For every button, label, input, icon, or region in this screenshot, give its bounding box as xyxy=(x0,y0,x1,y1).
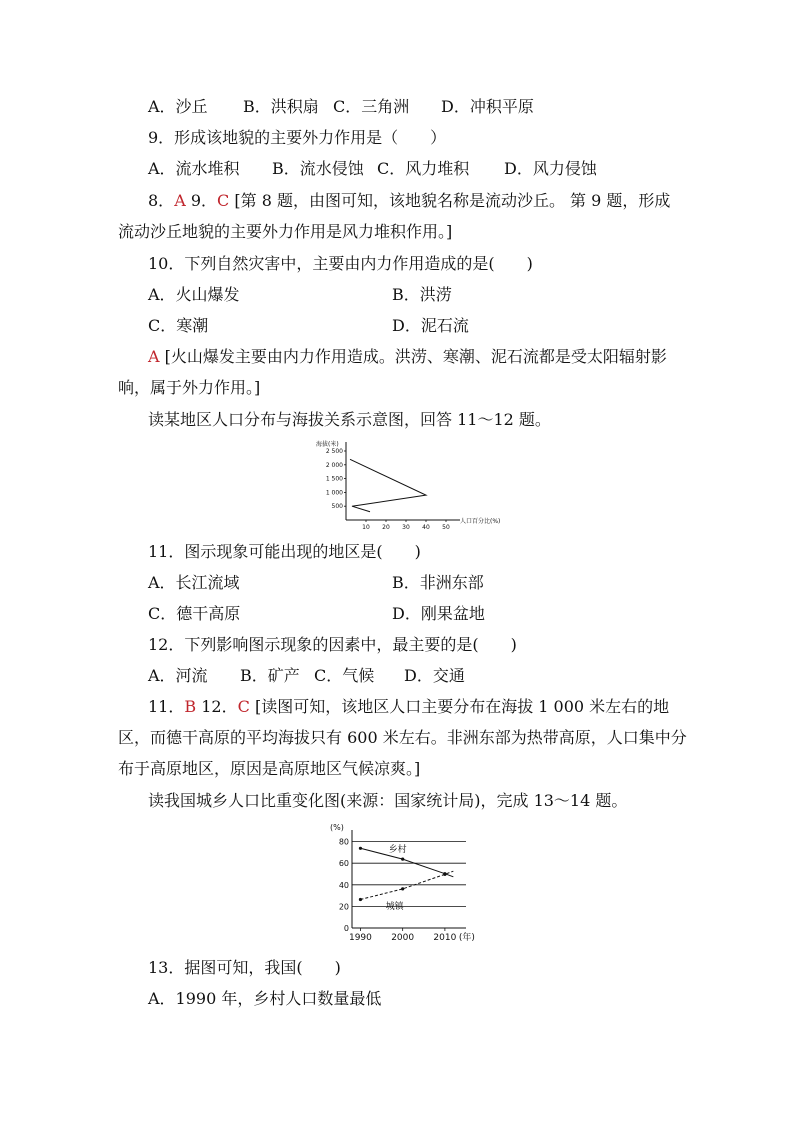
q9-option-a: A．流水堆积 xyxy=(148,159,240,178)
answer-8-number: 8． xyxy=(148,191,175,210)
answer-11-letter: B xyxy=(184,697,197,716)
y-tick-label: 2 500 xyxy=(325,448,343,455)
q8-option-c: C．三角洲 xyxy=(333,97,410,116)
answer-8-9-explanation-2: 流动沙丘地貌的主要外力作用是风力堆积作用。] xyxy=(118,222,453,241)
q10-option-b: B．洪涝 xyxy=(392,285,452,304)
answer-8-9-explanation-1: [第 8 题，由图可知，该地貌名称是流动沙丘。 第 9 题，形成 xyxy=(234,191,671,210)
x-tick-label: 2000 xyxy=(391,933,415,943)
x-tick-label: 30 xyxy=(402,524,410,531)
q8-option-a: A．沙丘 xyxy=(148,97,208,116)
q11-option-d: D．刚果盆地 xyxy=(392,604,485,623)
y-tick-label: 40 xyxy=(338,880,349,890)
intro-11-12: 读某地区人口分布与海拔关系示意图，回答 11～12 题。 xyxy=(148,410,551,429)
q11-option-c: C．德干高原 xyxy=(148,604,241,623)
series-label: 城镇 xyxy=(385,901,404,912)
answer-12-number: 12． xyxy=(201,697,238,716)
x-tick-label: 20 xyxy=(382,524,390,531)
q11-stem: 11．图示现象可能出现的地区是( ) xyxy=(148,542,421,561)
q10-option-a: A．火山爆发 xyxy=(148,285,240,304)
series-line-rural xyxy=(360,848,453,877)
series-line-urban xyxy=(360,871,453,899)
q12-stem: 12．下列影响图示现象的因素中，最主要的是( ) xyxy=(148,635,517,654)
q11-option-a: A．长江流域 xyxy=(148,573,240,592)
q9-stem: 9．形成该地貌的主要外力作用是（ ） xyxy=(148,128,447,147)
q11-option-b: B．非洲东部 xyxy=(392,573,484,592)
y-tick-label: 0 xyxy=(343,924,349,933)
x-tick-label: 50 xyxy=(442,524,450,531)
data-point xyxy=(359,847,362,850)
y-tick-label: 1 500 xyxy=(325,475,343,483)
answer-10-explanation-1: [火山爆发主要由内力作用造成。洪涝、寒潮、泥石流都是受太阳辐射影 xyxy=(164,347,667,366)
data-point xyxy=(401,887,404,890)
population-altitude-chart xyxy=(310,436,520,534)
answer-10-letter: A xyxy=(148,347,160,366)
y-tick-label: 60 xyxy=(338,859,349,869)
q12-option-b: B．矿产 xyxy=(240,666,300,685)
q12-option-c: C．气候 xyxy=(314,666,375,685)
q13-stem: 13．据图可知，我国( ) xyxy=(148,958,341,977)
x-tick-label: 2010 xyxy=(433,933,457,943)
q13-option-a: A．1990 年，乡村人口数量最低 xyxy=(148,989,382,1008)
series-label: 乡村 xyxy=(388,845,407,856)
y-tick-label: 20 xyxy=(338,902,349,912)
y-axis-label: (%) xyxy=(330,823,344,832)
x-axis-label: 人口百分比(%) xyxy=(460,518,501,525)
answer-9-number: 9． xyxy=(190,191,218,210)
answer-11-12 xyxy=(148,696,669,718)
y-tick-label: 2 000 xyxy=(325,461,343,469)
q12-option-d: D．交通 xyxy=(404,666,465,685)
q12-option-a: A．河流 xyxy=(148,666,208,685)
q10-option-d: D．泥石流 xyxy=(392,316,469,335)
data-point xyxy=(443,873,446,876)
q10-options-row2 xyxy=(148,315,469,337)
answer-11-12-explanation-2: 区，而德干高原的平均海拔只有 600 米左右。非洲东部为热带高原，人口集中分 xyxy=(118,728,687,747)
answer-11-12-explanation-1: [读图可知，该地区人口主要分布在海拔 1 000 米左右的地 xyxy=(254,697,670,716)
q10-options-row1 xyxy=(148,284,452,306)
q9-option-b: B．流水侵蚀 xyxy=(272,159,364,178)
answer-10-explanation-2: 响，属于外力作用。] xyxy=(118,378,261,397)
intro-13-14: 读我国城乡人口比重变化图(来源：国家统计局)，完成 13～14 题。 xyxy=(148,791,628,810)
population-line xyxy=(350,459,426,511)
urban-rural-share-chart xyxy=(320,818,500,946)
x-tick-label: 10 xyxy=(362,524,370,531)
q9-options xyxy=(148,158,597,180)
answer-11-number: 11． xyxy=(148,697,185,716)
data-point xyxy=(401,857,404,860)
y-axis-label: 海拔(米) xyxy=(316,441,339,448)
answer-10 xyxy=(148,346,667,368)
q9-option-c: C．风力堆积 xyxy=(377,159,470,178)
q10-stem: 10．下列自然灾害中，主要由内力作用造成的是( ) xyxy=(148,254,533,273)
q9-option-d: D．风力侵蚀 xyxy=(504,159,597,178)
q8-option-d: D．冲积平原 xyxy=(441,97,534,116)
data-point xyxy=(359,898,362,901)
q12-options xyxy=(148,665,465,687)
y-tick-label: 1 000 xyxy=(325,489,343,497)
y-tick-label: 80 xyxy=(338,837,349,847)
q8-options xyxy=(148,96,534,118)
y-tick-label: 500 xyxy=(331,503,343,511)
q11-options-row1 xyxy=(148,572,484,594)
answer-8-letter: A xyxy=(174,191,186,210)
x-tick-label: 1990 xyxy=(348,933,372,943)
x-tick-label: 40 xyxy=(422,524,430,531)
q11-options-row2 xyxy=(148,603,485,625)
answer-8-9 xyxy=(148,190,670,212)
q10-option-c: C．寒潮 xyxy=(148,316,209,335)
x-axis-label: (年) xyxy=(458,933,475,943)
answer-12-letter: C xyxy=(237,697,250,716)
answer-11-12-explanation-3: 布于高原地区，原因是高原地区气候凉爽。] xyxy=(118,759,421,778)
q8-option-b: B．洪积扇 xyxy=(243,97,319,116)
answer-9-letter: C xyxy=(217,191,230,210)
